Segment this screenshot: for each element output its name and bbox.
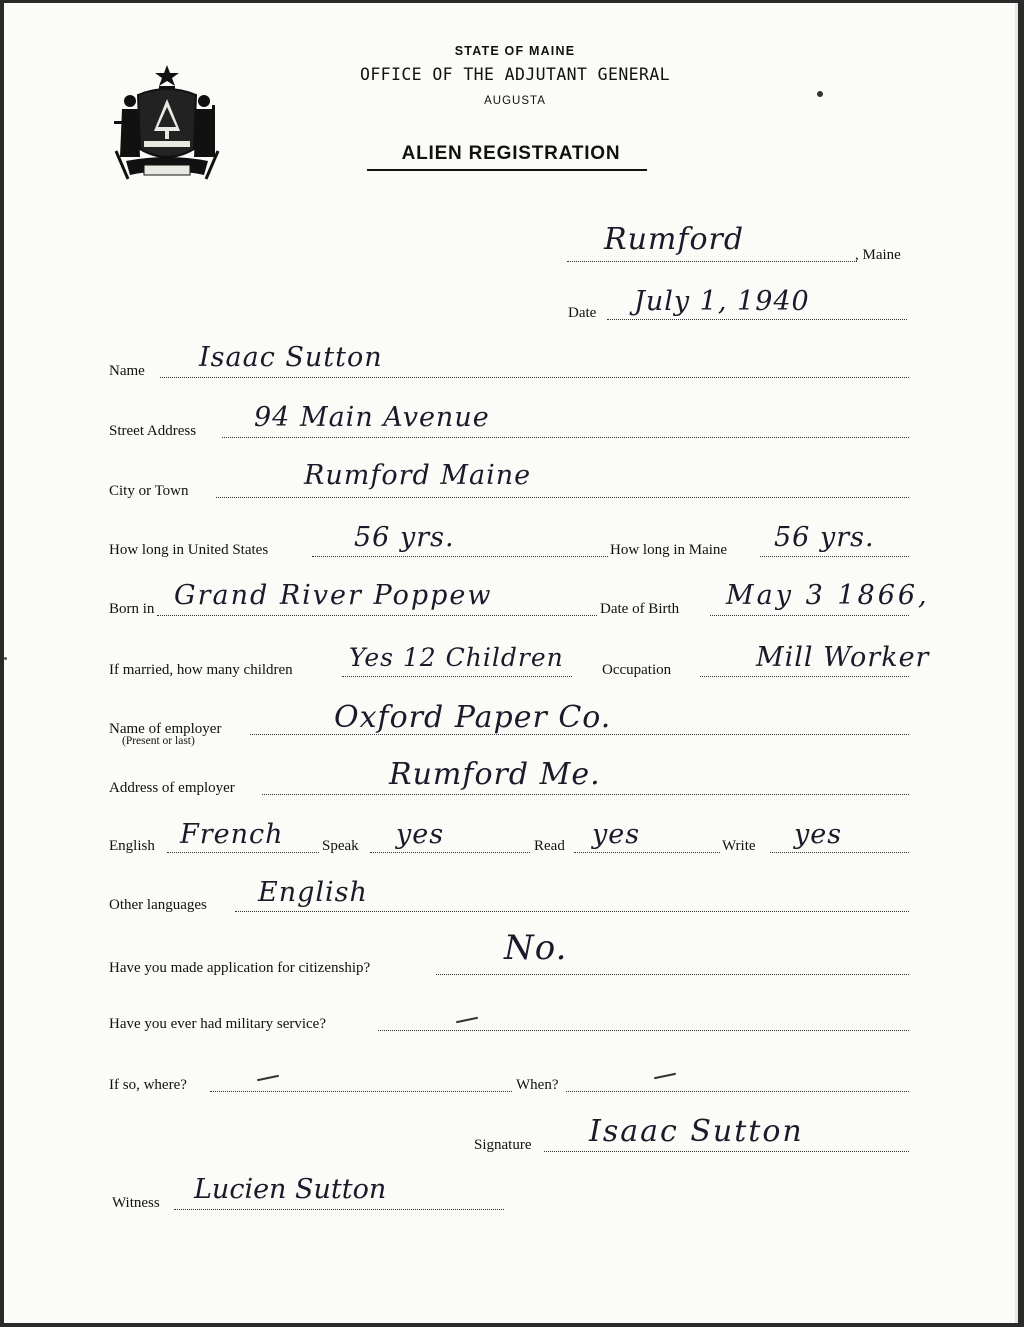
how-long-us-entry: 56 yrs.: [354, 522, 455, 553]
born-in-entry: Grand River Poppew: [174, 580, 493, 611]
city-entry: Rumford Maine: [304, 460, 532, 491]
witness-line: [174, 1209, 504, 1210]
place-suffix: , Maine: [855, 247, 901, 263]
other-languages-label: Other languages: [109, 897, 207, 913]
dob-line: [710, 615, 909, 616]
city-line: [216, 497, 909, 498]
occupation-entry: Mill Worker: [756, 642, 930, 673]
date-line: [607, 319, 907, 320]
place-entry: Rumford: [604, 222, 745, 257]
page-edge: [1015, 3, 1018, 1323]
ink-spot: [817, 91, 823, 97]
witness-entry: Lucien Sutton: [194, 1174, 387, 1205]
write-line: [770, 852, 909, 853]
witness-label: Witness: [112, 1195, 160, 1211]
how-long-us-line: [312, 556, 608, 557]
city-label: City or Town: [109, 483, 189, 499]
street-line: [222, 437, 909, 438]
speak-label: Speak: [322, 838, 359, 854]
how-long-us-label: How long in United States: [109, 542, 269, 558]
street-entry: 94 Main Avenue: [254, 402, 490, 433]
english-label: English: [109, 838, 155, 854]
married-label: If married, how many children: [109, 662, 293, 678]
english-line: [167, 852, 319, 853]
citizenship-line: [436, 974, 909, 975]
name-entry: Isaac Sutton: [199, 342, 383, 373]
document-page: [4, 3, 1018, 1323]
other-languages-line: [235, 911, 909, 912]
where-line: [210, 1091, 512, 1092]
employer-entry: Oxford Paper Co.: [334, 700, 612, 735]
where-dash-mark: [257, 1075, 279, 1082]
english-entry: French: [180, 819, 284, 850]
when-label: When?: [516, 1077, 559, 1093]
ink-spot-edge: [4, 657, 7, 660]
employer-address-line: [262, 794, 909, 795]
dob-label: Date of Birth: [600, 601, 680, 617]
where-label: If so, where?: [109, 1077, 187, 1093]
place-line: [567, 261, 857, 262]
speak-entry: yes: [396, 819, 445, 850]
speak-line: [370, 852, 530, 853]
signature-label: Signature: [474, 1137, 532, 1153]
dob-entry: May 3 1866,: [726, 580, 930, 611]
write-label: Write: [722, 838, 756, 854]
form-title: ALIEN REGISTRATION: [401, 143, 621, 164]
citizenship-entry: No.: [504, 928, 568, 968]
header-state: STATE OF MAINE: [454, 44, 576, 58]
married-line: [342, 676, 572, 677]
when-dash-mark: [654, 1073, 676, 1080]
employer-label: Name of employer: [109, 721, 222, 737]
read-entry: yes: [592, 819, 641, 850]
how-long-maine-entry: 56 yrs.: [774, 522, 875, 553]
street-label: Street Address: [109, 423, 197, 439]
header-city: AUGUSTA: [484, 95, 546, 107]
date-entry: July 1, 1940: [634, 286, 810, 317]
when-line: [566, 1091, 909, 1092]
employer-sublabel: (Present or last): [122, 735, 195, 747]
occupation-label: Occupation: [602, 662, 672, 678]
military-line: [378, 1030, 909, 1031]
occupation-line: [700, 676, 909, 677]
married-entry: Yes 12 Children: [349, 643, 564, 672]
born-in-line: [157, 615, 597, 616]
read-label: Read: [534, 838, 565, 854]
header-office: OFFICE OF THE ADJUTANT GENERAL: [359, 65, 670, 84]
employer-address-entry: Rumford Me.: [389, 757, 601, 792]
signature-entry: Isaac Sutton: [589, 1114, 804, 1149]
name-line: [160, 377, 909, 378]
how-long-maine-label: How long in Maine: [610, 542, 728, 558]
read-line: [574, 852, 720, 853]
military-label: Have you ever had military service?: [109, 1016, 326, 1032]
other-languages-entry: English: [258, 877, 368, 908]
how-long-maine-line: [760, 556, 909, 557]
born-in-label: Born in: [109, 601, 155, 617]
name-label: Name: [109, 363, 145, 379]
date-label: Date: [568, 305, 597, 321]
signature-line: [544, 1151, 909, 1152]
employer-address-label: Address of employer: [109, 780, 235, 796]
title-underline: [367, 169, 647, 171]
military-dash-mark: [456, 1017, 478, 1024]
citizenship-label: Have you made application for citizenship?: [109, 960, 371, 976]
write-entry: yes: [794, 819, 843, 850]
